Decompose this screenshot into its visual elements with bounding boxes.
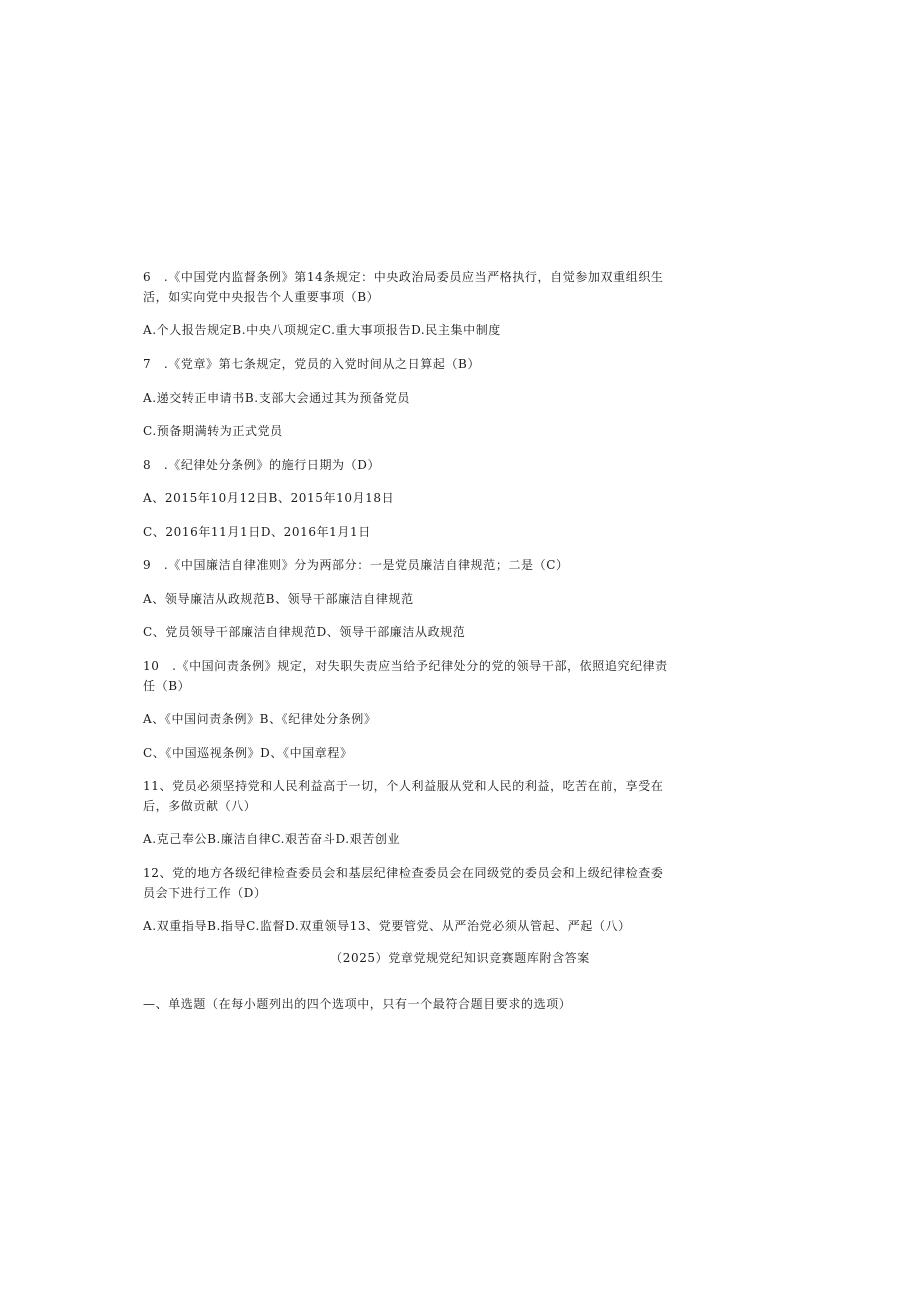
question-12-text-line-1: 12、党的地方各级纪律检查委员会和基层纪律检查委员会在同级党的委员会和上级纪律检查委 [143, 866, 664, 880]
document-title: （2025）党章党规党纪知识竞赛题库附含答案 [330, 951, 590, 965]
question-12-options: A.双重指导B.指导C.监督D.双重领导13、党要管党、从严治党必须从管起、严起（八） [143, 919, 631, 933]
question-9-text: 9 .《中国廉洁自律准则》分为两部分：一是党员廉洁自律规范；二是（C） [143, 558, 569, 572]
question-7-options-line-1: A.递交转正申请书B.支部大会通过其为预备党员 [143, 391, 410, 405]
question-9-options-line-2: C、党员领导干部廉洁自律规范D、领导干部廉洁从政规范 [143, 625, 466, 639]
question-11-text-line-1: 11、党员必须坚持党和人民利益高于一切，个人利益服从党和人民的利益，吃苦在前，享受在 [143, 779, 664, 793]
question-10-text-line-1: 10 .《中国问责条例》规定，对失职失责应当给予纪律处分的党的领导干部，依照追究纪律责 [143, 659, 668, 673]
question-10-options-line-2: C、《中国巡视条例》D、《中国章程》 [143, 746, 353, 760]
question-10-options-line-1: A、《中国问责条例》B、《纪律处分条例》 [143, 712, 377, 726]
section-heading: —、单选题（在每小题列出的四个选项中，只有一个最符合题目要求的选项） [143, 997, 572, 1011]
question-7-text: 7 .《党章》第七条规定，党员的入党时间从之日算起（B） [143, 357, 481, 371]
question-6-text-line-2: 活，如实向党中央报告个人重要事项（B） [143, 290, 380, 304]
question-6-text-line-1: 6 .《中国党内监督条例》第14条规定：中央政治局委员应当严格执行，自觉参加双重组织生 [143, 270, 664, 284]
question-8-options-line-1: A、2015年10月12日B、2015年10月18日 [143, 491, 395, 505]
question-11-text-line-2: 后，多做贡献（八） [143, 799, 257, 813]
question-7-options-line-2: C.预备期满转为正式党员 [143, 424, 283, 438]
question-8-text: 8 .《纪律处分条例》的施行日期为（D） [143, 458, 381, 472]
question-11-options: A.克己奉公B.廉洁自律C.艰苦奋斗D.艰苦创业 [143, 832, 401, 846]
question-10-text-line-2: 任（B） [143, 679, 191, 693]
question-6-options: A.个人报告规定B.中央八项规定C.重大事项报告D.民主集中制度 [143, 323, 501, 337]
question-12-text-line-2: 员会下进行工作（D） [143, 886, 267, 900]
question-9-options-line-1: A、领导廉洁从政规范B、领导干部廉洁自律规范 [143, 592, 414, 606]
question-8-options-line-2: C、2016年11月1日D、2016年1月1日 [143, 525, 371, 539]
